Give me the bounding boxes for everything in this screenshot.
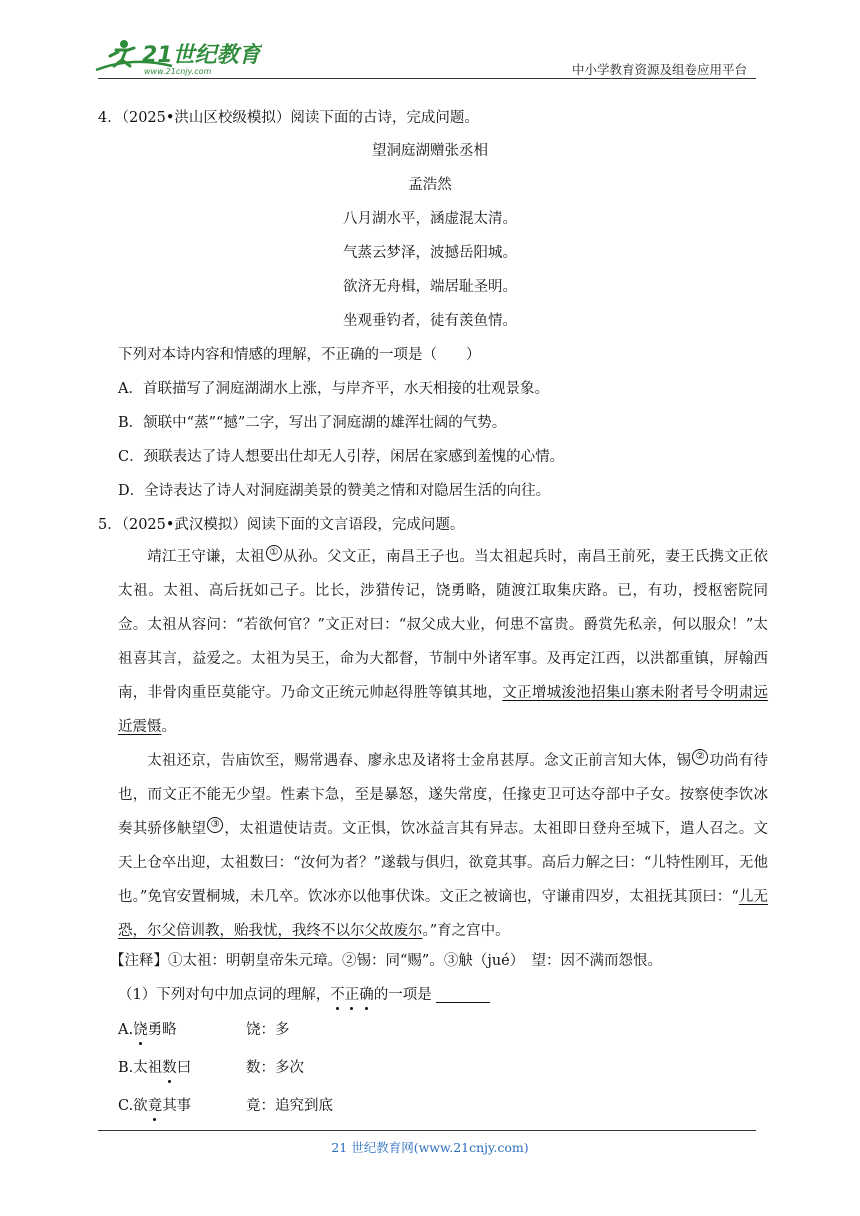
gloss-c: 竟：追究到底 xyxy=(246,1098,333,1114)
poem-line: 欲济无舟楫，端居耻圣明。 xyxy=(343,279,517,295)
option-text: 曰 xyxy=(176,1060,192,1076)
emphasis-char: 不 xyxy=(330,987,345,1003)
passage-text: 从孙。父文正，南昌王子也。当太祖起兵时，南昌王前死，妻王氏携文正依太祖。太祖、高后抚如己子。比长，涉猎传记，饶勇略，随渡江取集庆路。已，有功，授枢密院同佥。太祖从容问：“若欲何官？”文正对曰：“叔父成大业，何患不富贵。爵赏先私亲，何以服众！”太祖喜其言，益爱之。太祖为吴王，命为大都督，节制中外诸军事。及再定江西，以洪都重镇，屏翰西南，非骨肉重臣莫能守。乃命文正统元帅赵得胜等镇其地， xyxy=(118,549,769,701)
q5-stem: 5．（2025•武汉模拟）阅读下面的文言语段，完成问题。 xyxy=(98,517,465,533)
underlined-sentence: 文正增城浚池招集山寨未附者号令明肃远近震慑 xyxy=(118,685,769,735)
underlined-sentence: 儿无恐，尔父倍训教，贻我忧，我终不以尔父故废尔 xyxy=(118,889,768,939)
sub-option-a xyxy=(118,1020,177,1040)
passage-paragraph-2 xyxy=(118,744,768,948)
gloss-a: 饶：多 xyxy=(246,1022,290,1038)
sub-option-b xyxy=(118,1058,191,1078)
site-logo xyxy=(92,36,262,80)
option-d: D．全诗表达了诗人对洞庭湖美景的赞美之情和对隐居生活的向往。 xyxy=(118,483,551,499)
passage-text: 太祖还京，告庙饮至，赐常遇春、廖永忠及诸将士金帛甚厚。念文正前言知大体，锡 xyxy=(147,753,692,769)
footnote-mark: ① xyxy=(266,545,282,561)
dotted-word: 竟 xyxy=(147,1098,163,1114)
answer-blank[interactable] xyxy=(436,988,490,1003)
sub-question-text: （1）下列对句中加点词的理解， xyxy=(118,987,331,1003)
q5-sub1 xyxy=(118,985,490,1005)
option-c: C．颈联表达了诗人想要出仕却无人引荐，闲居在家感到羞愧的心情。 xyxy=(118,449,565,465)
option-text: A. xyxy=(118,1022,134,1038)
header-divider xyxy=(98,78,756,79)
q4-stem: 4．（2025•洪山区校级模拟）阅读下面的古诗，完成问题。 xyxy=(98,110,479,126)
poem-author: 孟浩然 xyxy=(408,177,452,193)
logo-text: 21世纪教育 xyxy=(142,43,261,68)
passage-text: 靖江王守谦，太祖 xyxy=(147,549,265,565)
option-text: B.太祖 xyxy=(118,1060,163,1076)
sub-option-c xyxy=(118,1096,191,1116)
footer-divider xyxy=(98,1130,756,1131)
dotted-word: 饶 xyxy=(133,1022,148,1038)
logo-url: www.21cnjy.com xyxy=(144,67,212,76)
option-a: A．首联描写了洞庭湖湖水上涨，与岸齐平，水天相接的壮观景象。 xyxy=(118,381,549,397)
emphasis-char: 正 xyxy=(344,987,360,1003)
option-b: B．颔联中“蒸”“撼”二字，写出了洞庭湖的雄浑壮阔的气势。 xyxy=(118,415,507,431)
footnote-mark: ③ xyxy=(207,817,223,833)
gloss-b: 数：多次 xyxy=(246,1060,304,1076)
footer-link[interactable]: 21 世纪教育网(www.21cnjy.com) xyxy=(331,1140,529,1155)
platform-label: 中小学教育资源及组卷应用平台 xyxy=(572,62,748,77)
sub-question-text: 的一项是 xyxy=(373,987,432,1003)
option-text: C.欲 xyxy=(118,1098,148,1114)
footnote-mark: ② xyxy=(692,749,708,765)
annotation-note: 【注释】①太祖：明朝皇帝朱元璋。②锡：同“赐”。③觖（jué） 望：因不满而怨恨。 xyxy=(110,953,662,969)
passage-paragraph-1 xyxy=(118,540,768,744)
passage-text: 。”育之宫中。 xyxy=(422,923,510,939)
passage-text: 功尚有待也，而文正不能无少望。性素卞急，至是暴怒，遂失常度，任掾吏卫可达夺部中子女。按察使李饮冰奏其骄侈觖望 xyxy=(118,753,768,837)
option-text: 勇略 xyxy=(147,1022,177,1038)
option-text: 其事 xyxy=(162,1098,192,1114)
poem-line: 气蒸云梦泽，波撼岳阳城。 xyxy=(343,245,517,261)
dotted-word: 数 xyxy=(162,1060,177,1076)
poem-title: 望洞庭湖赠张丞相 xyxy=(372,143,488,159)
poem-line: 八月湖水平，涵虚混太清。 xyxy=(343,211,517,227)
emphasis-char: 确 xyxy=(359,987,374,1003)
passage-text: 。 xyxy=(161,719,176,735)
passage-text: ，太祖遣使诘责。文正惧，饮冰益言其有异志。太祖即日登舟至城下，遣人召之。文天上仓卒出迎，太祖数曰：“汝何为者？”遂载与俱归，欲竟其事。高后力解之曰：“儿特性刚耳，无他也。”免官安置桐城，未几卒。饮冰亦以他事伏诛。文正之被谪也，守谦甫四岁，太祖抚其顶曰：“ xyxy=(118,821,768,905)
runner-logo-icon xyxy=(92,36,262,80)
q4-question: 下列对本诗内容和情感的理解，不正确的一项是（ ） xyxy=(118,347,481,363)
poem-line: 坐观垂钓者，徒有羡鱼情。 xyxy=(343,313,517,329)
